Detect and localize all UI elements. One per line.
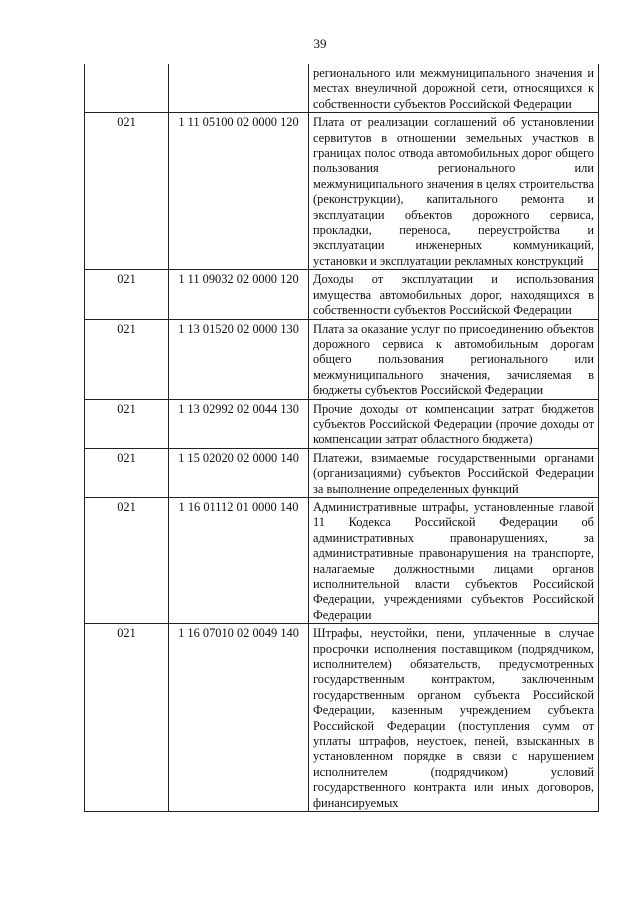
description-cell: Штрафы, неустойки, пени, уплаченные в случае просрочки исполнения поставщиком (подрядчиком, исполнителем) обязательств, предусмотренных государственным контрактом, заключенным государственным органом субъекта Российской Федерации, казенным учреждением субъекта Российской Федерации (поступления сумм от уплаты штрафов, неустоек, пеней, взысканных в установленном порядке в связи с нарушением исполнителем (подрядчиком) условий государственного контракта или иных договоров, финансируемых (309, 624, 599, 812)
table-row (85, 64, 599, 113)
table-row (85, 624, 599, 812)
table-row (85, 448, 599, 497)
table-row (85, 399, 599, 448)
budget-code-cell: 1 11 05100 02 0000 120 (169, 113, 309, 270)
description-cell: Прочие доходы от компенсации затрат бюджетов субъектов Российской Федерации (прочие доходы от компенсации затрат областного бюджета) (309, 399, 599, 448)
description-cell: Доходы от эксплуатации и использования имущества автомобильных дорог, находящихся в собственности субъектов Российской Федерации (309, 270, 599, 319)
page-number: 39 (313, 36, 327, 51)
admin-code-cell (85, 64, 169, 113)
admin-code-cell: 021 (85, 448, 169, 497)
budget-code-cell: 1 16 01112 01 0000 140 (169, 497, 309, 623)
admin-code-cell: 021 (85, 319, 169, 399)
admin-code-cell: 021 (85, 399, 169, 448)
revenue-codes-table (84, 64, 599, 812)
table-row (85, 270, 599, 319)
table-row (85, 113, 599, 270)
admin-code-cell: 021 (85, 624, 169, 812)
budget-code-cell: 1 15 02020 02 0000 140 (169, 448, 309, 497)
description-cell: Плата за оказание услуг по присоединению объектов дорожного сервиса к автомобильным дорогам общего пользования регионального или межмуниципального значения, зачисляемая в бюджеты субъектов Российской Федерации (309, 319, 599, 399)
budget-code-cell (169, 64, 309, 113)
description-cell: регионального или межмуниципального значения и местах внеуличной дорожной сети, относящихся к собственности субъектов Российской Федерации (309, 64, 599, 113)
admin-code-cell: 021 (85, 497, 169, 623)
budget-code-cell: 1 13 01520 02 0000 130 (169, 319, 309, 399)
description-cell: Платежи, взимаемые государственными органами (организациями) субъектов Российской Федерации за выполнение определенных функций (309, 448, 599, 497)
description-cell: Плата от реализации соглашений об установлении сервитутов в отношении земельных участков в границах полос отвода автомобильных дорог общего пользования регионального или межмуниципального значения в целях строительства (реконструкции), капитального ремонта и эксплуатации объектов дорожного сервиса, прокладки, переноса, переустройства и эксплуатации инженерных коммуникаций, установки и эксплуатации рекламных конструкций (309, 113, 599, 270)
budget-code-cell: 1 16 07010 02 0049 140 (169, 624, 309, 812)
admin-code-cell: 021 (85, 113, 169, 270)
budget-code-cell: 1 11 09032 02 0000 120 (169, 270, 309, 319)
table-row (85, 497, 599, 623)
admin-code-cell: 021 (85, 270, 169, 319)
description-cell: Административные штрафы, установленные главой 11 Кодекса Российской Федерации об административных правонарушениях, за административные правонарушения на транспорте, налагаемые должностными лицами органов исполнительной власти субъектов Российской Федерации, учреждениями субъектов Российской Федерации (309, 497, 599, 623)
table-row (85, 319, 599, 399)
budget-code-cell: 1 13 02992 02 0044 130 (169, 399, 309, 448)
